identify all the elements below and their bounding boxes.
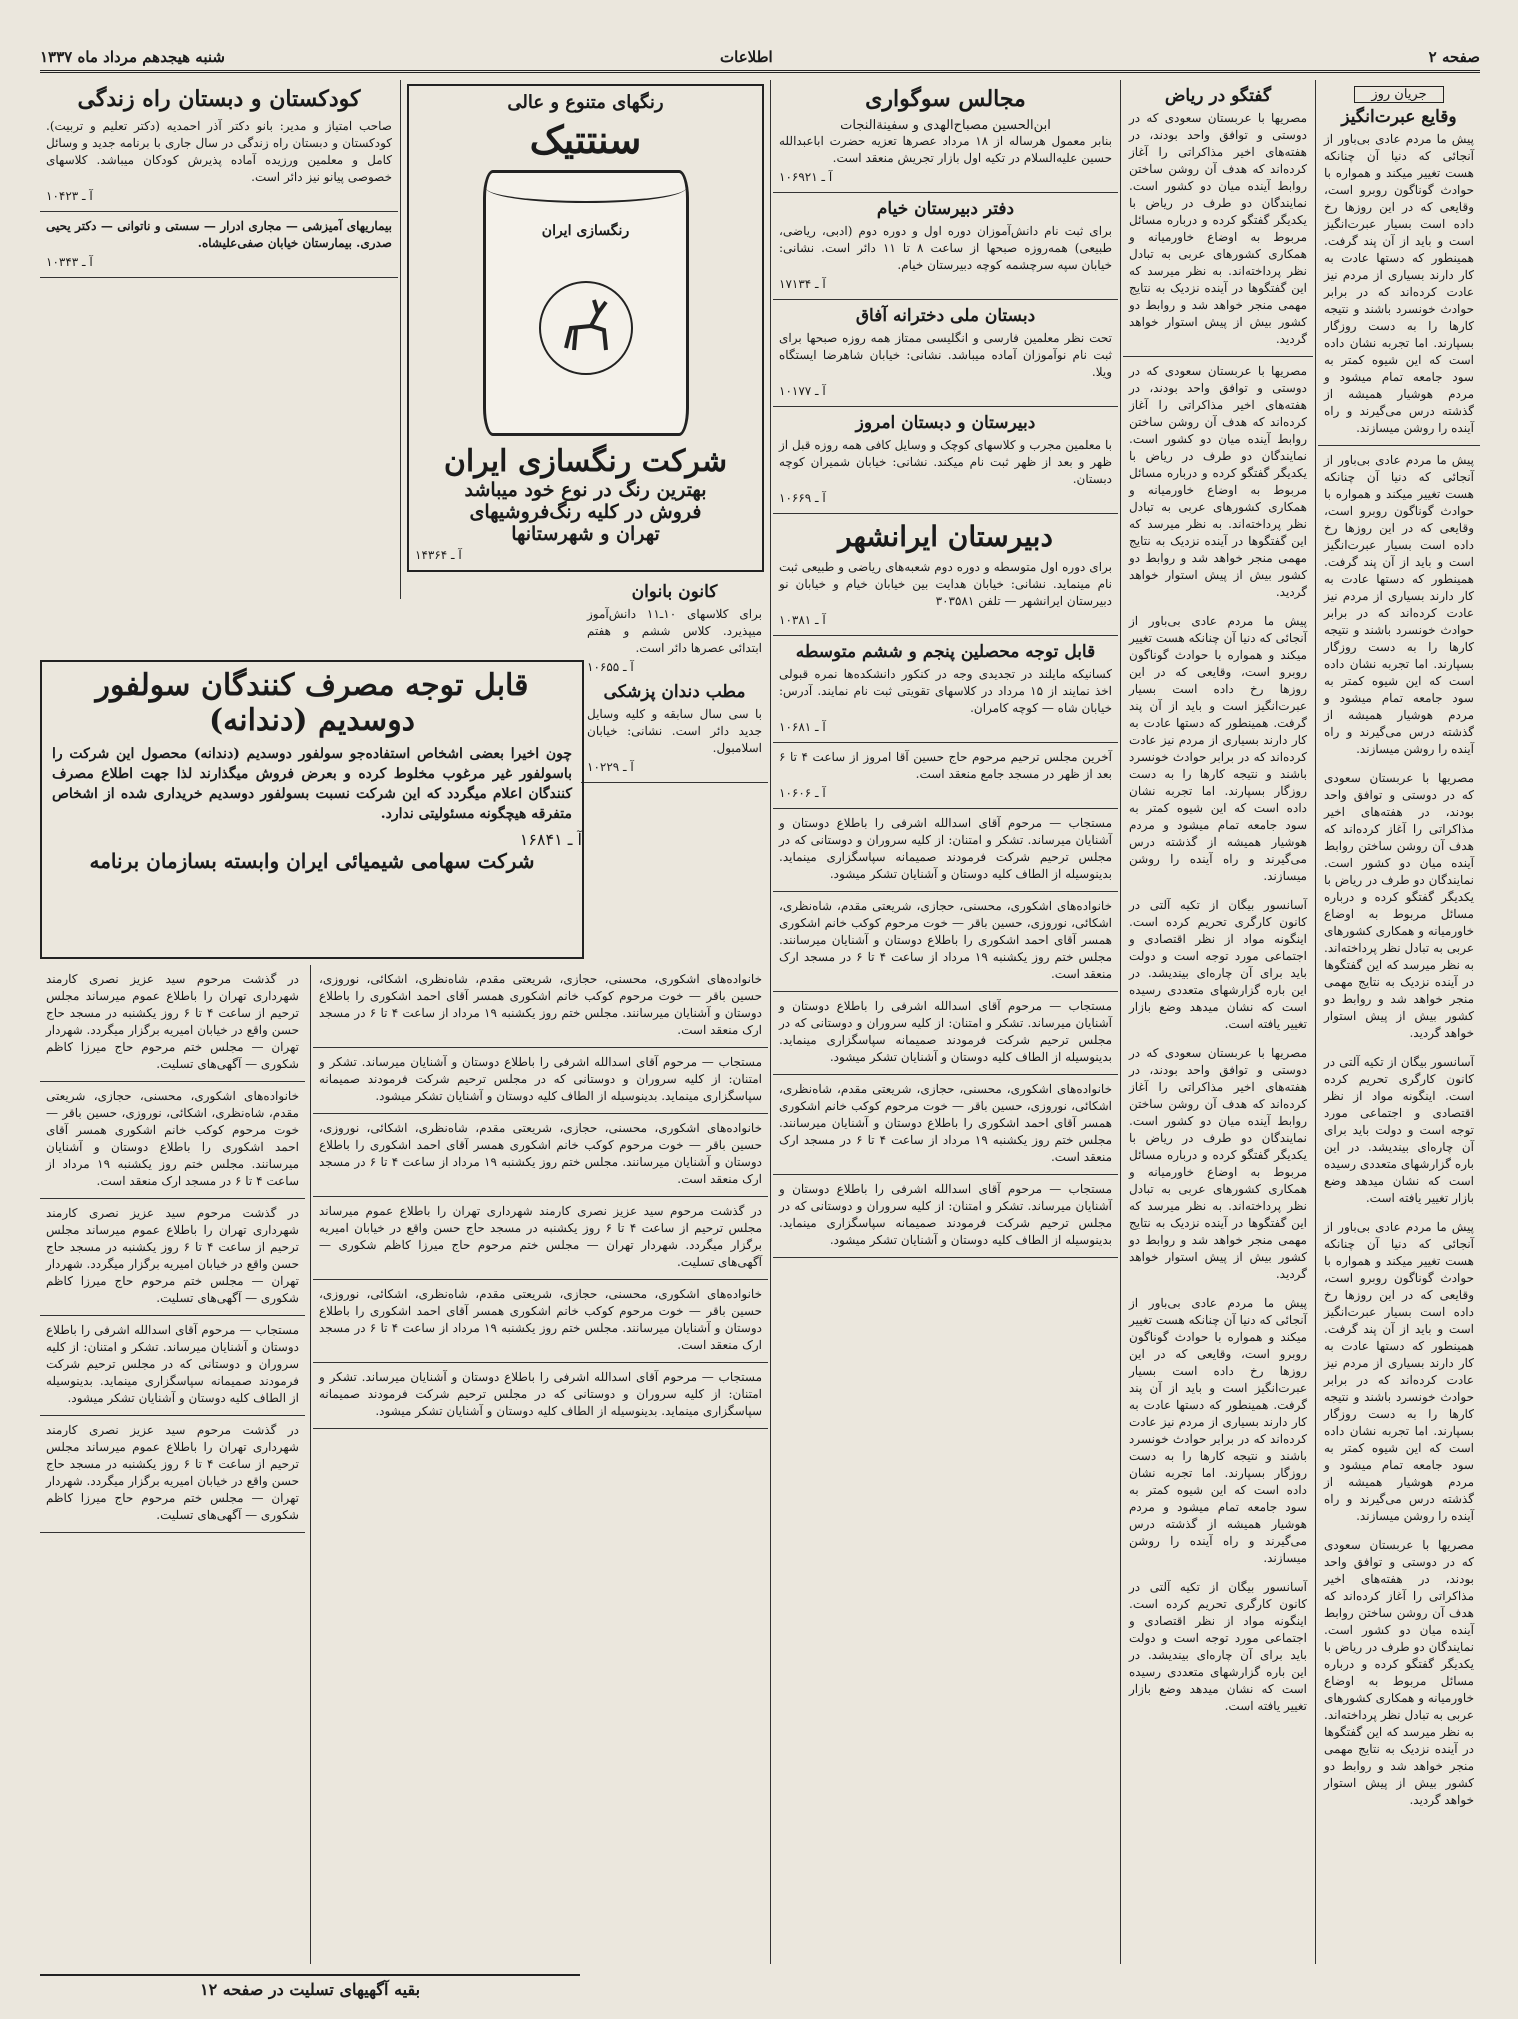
notice-text: مستجاب — مرحوم آقای اسدالله اشرفی را باطلاع دوستان و آشنایان میرساند. تشکر و امتنان: از کلیه سروران و دوستانی که در مجلس ترحیم شرکت فرمودند صمیمانه سپاسگزاری مینماید. بدینوسیله از الطاف کلیه دوستان و آشنایان تشکر میشود. xyxy=(779,999,1112,1064)
ad-text: آخرین مجلس ترحیم مرحوم حاج حسین آقا امروز از ساعت ۴ تا ۶ بعد از ظهر در مسجد جامع منعقد است. xyxy=(779,750,1113,781)
column-lower-mid xyxy=(313,965,768,1964)
ad-ref: آ ـ ۱۰۳۸۱ xyxy=(779,613,826,627)
article-body-cont: مصریها با عربستان سعودی که در دوستی و توافق واحد بودند، در هفته‌های اخیر مذاکراتی را آغاز کرده‌اند که هدف آن روشن ساختن روابط آینده میان دو کشور است. نمایندگان دو طرف در ریاض با یکدیگر گفتگو کرده و درباره مسائل مربوط به اوضاع خاورمیانه و همکاری کشورهای عربی به تبادل نظر پرداخته‌اند. به نظر میرسد که این گفتگوها در آینده نزدیک به نتایج مهمی منجر خواهد شد و روابط دو کشور بیش از پیش استوار خواهد گردید. xyxy=(1129,364,1307,599)
continuation-note: بقیه آگهیهای تسلیت در صفحه ۱۲ xyxy=(40,1974,580,1999)
masthead xyxy=(40,44,1480,73)
company-name: شرکت رنگسازی ایران xyxy=(443,444,728,479)
ad-line: بهترین رنگ در نوع خود میباشد xyxy=(464,479,707,501)
ad-text: چون اخیرا بعضی اشخاص استفاده‌جو سولفور دوسدیم (دندانه) محصول این شرکت را باسولفور غیر مرغوب مخلوط کرده و بعرض فروش میگذارند لذا جهت اطلاع مصرف کنندگان اعلام میگردد که این شرکت نسبت بسولفور دوسدیم خریداری شده از اشخاص متفرقه هیچگونه مسئولیتی ندارد. xyxy=(52,746,572,822)
ad-text: تحت نظر معلمین فارسی و انگلیسی ممتاز همه روزه صبحها برای ثبت نام نوآموزان آماده میباشد. نشانی: خیابان شاهرضا ایستگاه ویلا. xyxy=(779,331,1112,379)
brand-logo: سنتتیک xyxy=(529,117,642,162)
ad-ref: آ ـ ۱۰۶۹۲۱ xyxy=(779,170,833,184)
page-number: صفحه ۲ xyxy=(1428,48,1480,66)
notice-text: در گذشت مرحوم سید عزیز نصری کارمند شهرداری تهران را باطلاع عموم میرساند مجلس ترحیم از ساعت ۴ تا ۶ روز یکشنبه در مسجد حاج حسن واقع در خیابان امیریه برگزار میگردد. شهردار تهران — مجلس ختم مرحوم حاج میرزا کاظم شکوری — آگهی‌های تسلیت. xyxy=(46,972,299,1071)
article-body-cont: پیش ما مردم عادی بی‌باور از آنجائی که دنیا آن چنانکه هست تغییر میکند و همواره با حوادث گوناگون روبرو است، وقایعی که در این روزها رخ داده است بسیار عبرت‌انگیز است و باید از آن پند گرفت. همینطور که دستها عادت به کار دارند بسیاری از مردم نیز عادت کرده‌اند که در برابر حوادث خونسرد باشند و نتیجه کارها را به دست روزگار بسپارند. اما تجربه نشان داده است که این شیوه کمتر به سود جامعه تمام میشود و مردم هوشیار همیشه از گذشته درس می‌گیرند و راه آینده را روشن میسازند. xyxy=(1324,1220,1474,1523)
ad-ref: آ ـ ۱۷۱۳۴ xyxy=(779,277,826,291)
article-body-cont: مصریها با عربستان سعودی که در دوستی و توافق واحد بودند، در هفته‌های اخیر مذاکراتی را آغاز کرده‌اند که هدف آن روشن ساختن روابط آینده میان دو کشور است. نمایندگان دو طرف در ریاض با یکدیگر گفتگو کرده و درباره مسائل مربوط به اوضاع خاورمیانه و همکاری کشورهای عربی به تبادل نظر پرداخته‌اند. به نظر میرسد که این گفتگوها در آینده نزدیک به نتایج مهمی منجر خواهد شد و روابط دو کشور بیش از پیش استوار خواهد گردید. xyxy=(1324,1538,1474,1807)
ad-ref: آ ـ ۱۴۳۶۴ xyxy=(415,548,462,562)
issue-date: شنبه هیجدهم مرداد ماه ۱۳۳۷ xyxy=(40,48,225,66)
ad-line: فروش در کلیه رنگ‌فروشیهای xyxy=(469,501,702,523)
column-school xyxy=(40,80,398,599)
notice-text: خانواده‌های اشکوری، محسنی، حجازی، شریعتی مقدم، شاه‌نظری، اشکائی، نوروزی، حسین باقر — خوت مرحوم کوکب خانم اشکوری همسر آقای احمد اشکوری را باطلاع دوستان و آشنایان میرسانند. مجلس ختم روز یکشنبه ۱۹ مرداد از ساعت ۴ تا ۶ در مسجد ارک منعقد است. xyxy=(319,972,762,1037)
notice-text: خانواده‌های اشکوری، محسنی، حجازی، شریعتی مقدم، شاه‌نظری، اشکائی، نوروزی، حسین باقر — خوت مرحوم کوکب خانم اشکوری همسر آقای احمد اشکوری را باطلاع دوستان و آشنایان میرسانند. مجلس ختم روز یکشنبه ۱۹ مرداد از ساعت ۴ تا ۶ در مسجد ارک منعقد است. xyxy=(319,1121,762,1186)
ad-title: دبیرستان ایرانشهر xyxy=(838,520,1053,553)
can-rim xyxy=(486,173,686,203)
ad-title: کودکستان و دبستان راه زندگی xyxy=(77,86,361,112)
box-title: جریان روز xyxy=(1354,86,1444,103)
notice-text: در گذشت مرحوم سید عزیز نصری کارمند شهرداری تهران را باطلاع عموم میرساند مجلس ترحیم از ساعت ۴ تا ۶ روز یکشنبه در مسجد حاج حسن واقع در خیابان امیریه برگزار میگردد. شهردار تهران — مجلس ختم مرحوم حاج میرزا کاظم شکوری — آگهی‌های تسلیت. xyxy=(319,1204,762,1269)
article-body: پیش ما مردم عادی بی‌باور از آنجائی که دنیا آن چنانکه هست تغییر میکند و همواره با حوادث گوناگون روبرو است، وقایعی که در این روزها رخ داده است بسیار عبرت‌انگیز است و باید از آن پند گرفت. همینطور که دستها عادت به کار دارند بسیاری از مردم نیز عادت کرده‌اند که در برابر حوادث خونسرد باشند و نتیجه کارها را به دست روزگار بسپارند. اما تجربه نشان داده است که این شیوه کمتر به سود جامعه تمام میشود و مردم هوشیار همیشه از گذشته درس می‌گیرند و راه آینده را روشن میسازند. xyxy=(1324,132,1474,435)
article-body-cont: آسانسور بیگان از تکیه آلتی در کانون کارگری تحریم کرده است. اینگونه مواد از نظر اقتصادی و اجتماعی مورد توجه است و دولت باید برای آن چاره‌ای بیندیشد. در این باره گزارشهای متعددی رسیده است که نشان میدهد وضع بازار تغییر یافته است. xyxy=(1129,898,1307,1031)
notice-text: خانواده‌های اشکوری، محسنی، حجازی، شریعتی مقدم، شاه‌نظری، اشکائی، نوروزی، حسین باقر — خوت مرحوم کوکب خانم اشکوری همسر آقای احمد اشکوری را باطلاع دوستان و آشنایان میرسانند. مجلس ختم روز یکشنبه ۱۹ مرداد از ساعت ۴ تا ۶ در مسجد ارک منعقد است. xyxy=(779,1082,1112,1164)
notice-text: خانواده‌های اشکوری، محسنی، حجازی، شریعتی مقدم، شاه‌نظری، اشکائی، نوروزی، حسین باقر — خوت مرحوم کوکب خانم اشکوری همسر آقای احمد اشکوری را باطلاع دوستان و آشنایان میرسانند. مجلس ختم روز یکشنبه ۱۹ مرداد از ساعت ۴ تا ۶ در مسجد ارک منعقد است. xyxy=(779,899,1112,981)
notice-text: مستجاب — مرحوم آقای اسدالله اشرفی را باطلاع دوستان و آشنایان میرساند. تشکر و امتنان: از کلیه سروران و دوستانی که در مجلس ترحیم شرکت فرمودند صمیمانه سپاسگزاری مینماید. بدینوسیله از الطاف کلیه دوستان و آشنایان تشکر میشود. xyxy=(779,1182,1112,1247)
notice-text: در گذشت مرحوم سید عزیز نصری کارمند شهرداری تهران را باطلاع عموم میرساند مجلس ترحیم از ساعت ۴ تا ۶ روز یکشنبه در مسجد حاج حسن واقع در خیابان امیریه برگزار میگردد. شهردار تهران — مجلس ختم مرحوم حاج میرزا کاظم شکوری — آگهی‌های تسلیت. xyxy=(46,1423,299,1522)
column-events xyxy=(1318,80,1480,1964)
ad-text: بیماریهای آمیزشی — مجاری ادرار — سستی و ناتوانی — دکتر یحیی صدری. بیمارستان خیابان صفی‌علیشاه. xyxy=(46,219,392,250)
ad-line: تهران و شهرستانها xyxy=(511,523,660,545)
ad-subtitle: رنگهای متنوع و عالی xyxy=(507,92,664,113)
notice-text: مستجاب — مرحوم آقای اسدالله اشرفی را باطلاع دوستان و آشنایان میرساند. تشکر و امتنان: از کلیه سروران و دوستانی که در مجلس ترحیم شرکت فرمودند صمیمانه سپاسگزاری مینماید. بدینوسیله از الطاف کلیه دوستان و آشنایان تشکر میشود. xyxy=(779,816,1112,881)
ad-text: برای ثبت نام دانش‌آموزان دوره اول و دوره دوم (ادبی، ریاضی، طبیعی) همه‌روزه صبحها از ساعت ۸ تا ۱۱ دائر است. نشانی: خیابان سپه سرچشمه کوچه دبیرستان خیام. xyxy=(779,224,1113,272)
article-title: گفتگو در ریاض xyxy=(1164,86,1272,106)
deer-icon xyxy=(536,278,636,378)
notice-text: مستجاب — مرحوم آقای اسدالله اشرفی را باطلاع دوستان و آشنایان میرساند. تشکر و امتنان: از کلیه سروران و دوستانی که در مجلس ترحیم شرکت فرمودند صمیمانه سپاسگزاری مینماید. بدینوسیله از الطاف کلیه دوستان و آشنایان تشکر میشود. xyxy=(46,1323,299,1405)
article-title: وقایع عبرت‌انگیز xyxy=(1341,107,1457,127)
article-body-cont: آسانسور بیگان از تکیه آلتی در کانون کارگری تحریم کرده است. اینگونه مواد از نظر اقتصادی و اجتماعی مورد توجه است و دولت باید برای آن چاره‌ای بیندیشد. در این باره گزارشهای متعددی رسیده است که نشان میدهد وضع بازار تغییر یافته است. xyxy=(1129,1580,1307,1713)
ad-ref: آ ـ ۱۰۶۵۵ xyxy=(587,660,634,674)
paper-name: اطلاعات xyxy=(720,48,773,66)
ad-text: برای دوره اول متوسطه و دوره دوم شعبه‌های ریاضی و طبیعی ثبت نام مینماید. نشانی: خیابان هدایت بین خیابان خیام و خیابان نو دبیرستان ایرانشهر — تلفن ۳۰۳۵۸۱ xyxy=(779,560,1112,608)
condolence-title: مجالس سوگواری xyxy=(865,86,1026,112)
column-rule xyxy=(310,965,311,1964)
article-body-cont: پیش ما مردم عادی بی‌باور از آنجائی که دنیا آن چنانکه هست تغییر میکند و همواره با حوادث گوناگون روبرو است، وقایعی که در این روزها رخ داده است بسیار عبرت‌انگیز است و باید از آن پند گرفت. همینطور که دستها عادت به کار دارند بسیاری از مردم نیز عادت کرده‌اند که در برابر حوادث خونسرد باشند و نتیجه کارها را به دست روزگار بسپارند. اما تجربه نشان داده است که این شیوه کمتر به سود جامعه تمام میشود و مردم هوشیار همیشه از گذشته درس می‌گیرند و راه آینده را روشن میسازند. xyxy=(1129,614,1307,883)
column-lower-left xyxy=(40,965,305,1964)
article-body-cont: مصریها با عربستان سعودی که در دوستی و توافق واحد بودند، در هفته‌های اخیر مذاکراتی را آغاز کرده‌اند که هدف آن روشن ساختن روابط آینده میان دو کشور است. نمایندگان دو طرف در ریاض با یکدیگر گفتگو کرده و درباره مسائل مربوط به اوضاع خاورمیانه و همکاری کشورهای عربی به تبادل نظر پرداخته‌اند. به نظر میرسد که این گفتگوها در آینده نزدیک به نتایج مهمی منجر خواهد شد و روابط دو کشور بیش از پیش استوار خواهد گردید. xyxy=(1129,1046,1307,1281)
ad-title: مطب دندان پزشکی xyxy=(603,682,746,702)
notice-text: خانواده‌های اشکوری، محسنی، حجازی، شریعتی مقدم، شاه‌نظری، اشکائی، نوروزی، حسین باقر — خوت مرحوم کوکب خانم اشکوری همسر آقای احمد اشکوری را باطلاع دوستان و آشنایان میرسانند. مجلس ختم روز یکشنبه ۱۹ مرداد از ساعت ۴ تا ۶ در مسجد ارک منعقد است. xyxy=(46,1089,300,1188)
ad-ref: آ ـ ۱۰۶۶۹ xyxy=(779,491,826,505)
column-notices xyxy=(773,80,1118,1964)
notice-text: خانواده‌های اشکوری، محسنی، حجازی، شریعتی مقدم، شاه‌نظری، اشکائی، نوروزی، حسین باقر — خوت مرحوم کوکب خانم اشکوری همسر آقای احمد اشکوری را باطلاع دوستان و آشنایان میرسانند. مجلس ختم روز یکشنبه ۱۹ مرداد از ساعت ۴ تا ۶ در مسجد ارک منعقد است. xyxy=(319,1287,762,1352)
ad-text: با سی سال سابقه و کلیه وسایل جدید دائر است. نشانی: خیابان اسلامبول. xyxy=(587,707,762,755)
ad-title: قابل توجه محصلین پنجم و ششم متوسطه xyxy=(795,642,1096,662)
ad-ref: آ ـ ۱۰۶۰۶ xyxy=(779,786,826,800)
ad-subtitle: دوسدیم (دندانه) xyxy=(208,703,416,738)
column-rule xyxy=(1315,80,1316,1964)
ad-ref: آ ـ ۱۰۳۴۳ xyxy=(46,255,93,269)
paint-can-image xyxy=(483,170,689,436)
article-body-cont: پیش ما مردم عادی بی‌باور از آنجائی که دنیا آن چنانکه هست تغییر میکند و همواره با حوادث گوناگون روبرو است، وقایعی که در این روزها رخ داده است بسیار عبرت‌انگیز است و باید از آن پند گرفت. همینطور که دستها عادت به کار دارند بسیاری از مردم نیز عادت کرده‌اند که در برابر حوادث خونسرد باشند و نتیجه کارها را به دست روزگار بسپارند. اما تجربه نشان داده است که این شیوه کمتر به سود جامعه تمام میشود و مردم هوشیار همیشه از گذشته درس می‌گیرند و راه آینده را روشن میسازند. xyxy=(1129,1296,1307,1565)
ad-text: صاحب امتیاز و مدیر: بانو دکتر آذر احمدیه (دکتر تعلیم و تربیت). کودکستان و دبستان راه زندگی در سال جاری با برنامه جدید و وسائل کامل و معلمین ورزیده آماده پذیرش کودکان میباشد. کلاسهای خصوصی پیانو نیز دائر است. xyxy=(46,119,392,184)
ad-text: کسانیکه مایلند در تجدیدی وجه در کنکور دانشکده‌ها نمره قبولی اخذ نمایند از ۱۵ مرداد در کلاسهای تقویتی ثبت نام نمایند. آدرس: خیابان شاه — کوچه کامران. xyxy=(779,667,1112,715)
column-riyadh xyxy=(1123,80,1313,1964)
ad-title: قابل توجه مصرف کنندگان سولفور xyxy=(95,668,529,703)
notice-text: در گذشت مرحوم سید عزیز نصری کارمند شهرداری تهران را باطلاع عموم میرساند مجلس ترحیم از ساعت ۴ تا ۶ روز یکشنبه در مسجد حاج حسن واقع در خیابان امیریه برگزار میگردد. شهردار تهران — مجلس ختم مرحوم حاج میرزا کاظم شکوری — آگهی‌های تسلیت. xyxy=(46,1206,299,1305)
column-rule xyxy=(770,80,771,1964)
ad-ref: آ ـ ۱۰۶۸۱ xyxy=(779,720,826,734)
condolence-text: بنابر معمول هرساله از ۱۸ مرداد عصرها تعزیه حضرت ابا‌عبدالله حسین علیه‌السلام در تکیه اول بازار تجریش منعقد است. xyxy=(779,134,1112,165)
article-body: مصریها با عربستان سعودی که در دوستی و توافق واحد بودند، در هفته‌های اخیر مذاکراتی را آغاز کرده‌اند که هدف آن روشن ساختن روابط آینده میان دو کشور است. نمایندگان دو طرف در ریاض با یکدیگر گفتگو کرده و درباره مسائل مربوط به اوضاع خاورمیانه و همکاری کشورهای عربی به تبادل نظر پرداخته‌اند. به نظر میرسد که این گفتگوها در آینده نزدیک به نتایج مهمی منجر خواهد شد و روابط دو کشور بیش از پیش استوار خواهد گردید. xyxy=(1129,111,1307,346)
ad-ref: آ ـ ۱۶۸۴۱ xyxy=(519,830,582,849)
ad-text: با معلمین مجرب و کلاسهای کوچک و وسایل کافی همه روزه قبل از ظهر و بعد از ظهر ثبت نام میکند. نشانی: خیابان شمیران کوچه دبستان. xyxy=(779,438,1113,486)
ad-ref: آ ـ ۱۰۱۷۷ xyxy=(779,384,826,398)
ad-title: دفتر دبیرستان خیام xyxy=(876,199,1015,219)
ad-title: دبستان ملی دخترانه آفاق xyxy=(855,306,1036,326)
column-rule xyxy=(400,80,401,599)
condolence-subtitle: ابن‌الحسین مصباح‌الهدی و سفینة‌النجات xyxy=(840,118,1051,133)
column-rule xyxy=(1120,80,1121,1964)
ad-ref: آ ـ ۱۰۴۲۳ xyxy=(46,189,93,203)
kanoon-ad xyxy=(581,576,768,783)
notice-text: مستجاب — مرحوم آقای اسدالله اشرفی را باطلاع دوستان و آشنایان میرساند. تشکر و امتنان: از کلیه سروران و دوستانی که در مجلس ترحیم شرکت فرمودند صمیمانه سپاسگزاری مینماید. بدینوسیله از الطاف کلیه دوستان و آشنایان تشکر میشود. xyxy=(319,1055,762,1103)
article-body-cont: مصریها با عربستان سعودی که در دوستی و توافق واحد بودند، در هفته‌های اخیر مذاکراتی را آغاز کرده‌اند که هدف آن روشن ساختن روابط آینده میان دو کشور است. نمایندگان دو طرف در ریاض با یکدیگر گفتگو کرده و درباره مسائل مربوط به اوضاع خاورمیانه و همکاری کشورهای عربی به تبادل نظر پرداخته‌اند. به نظر میرسد که این گفتگوها در آینده نزدیک به نتایج مهمی منجر خواهد شد و روابط دو کشور بیش از پیش استوار خواهد گردید. xyxy=(1324,771,1474,1040)
company-name: شرکت سهامی شیمیائی ایران وابسته بسازمان برنامه xyxy=(89,849,535,873)
ad-ref: آ ـ ۱۰۲۲۹ xyxy=(587,760,634,774)
notice-text: مستجاب — مرحوم آقای اسدالله اشرفی را باطلاع دوستان و آشنایان میرساند. تشکر و امتنان: از کلیه سروران و دوستانی که در مجلس ترحیم شرکت فرمودند صمیمانه سپاسگزاری مینماید. بدینوسیله از الطاف کلیه دوستان و آشنایان تشکر میشود. xyxy=(319,1370,762,1418)
article-body-cont: آسانسور بیگان از تکیه آلتی در کانون کارگری تحریم کرده است. اینگونه مواد از نظر اقتصادی و اجتماعی مورد توجه است و دولت باید برای آن چاره‌ای بیندیشد. در این باره گزارشهای متعددی رسیده است که نشان میدهد وضع بازار تغییر یافته است. xyxy=(1324,1055,1474,1205)
ad-title: دبیرستان و دبستان امروز xyxy=(855,413,1036,433)
article-body-cont: پیش ما مردم عادی بی‌باور از آنجائی که دنیا آن چنانکه هست تغییر میکند و همواره با حوادث گوناگون روبرو است، وقایعی که در این روزها رخ داده است بسیار عبرت‌انگیز است و باید از آن پند گرفت. همینطور که دستها عادت به کار دارند بسیاری از مردم نیز عادت کرده‌اند که در برابر حوادث خونسرد باشند و نتیجه کارها را به دست روزگار بسپارند. اما تجربه نشان داده است که این شیوه کمتر به سود جامعه تمام میشود و مردم هوشیار همیشه از گذشته درس می‌گیرند و راه آینده را روشن میسازند. xyxy=(1324,453,1474,756)
ad-title: کانون بانوان xyxy=(631,582,718,602)
can-label: رنگسازی ایران xyxy=(541,223,630,239)
sulfur-ad xyxy=(40,660,584,959)
ad-text: برای کلاسهای ۱۰ـ۱۱ دانش‌آموز میپذیرد. کلاس ششم و هفتم ابتدائی عصرها دائر است. xyxy=(587,607,763,655)
